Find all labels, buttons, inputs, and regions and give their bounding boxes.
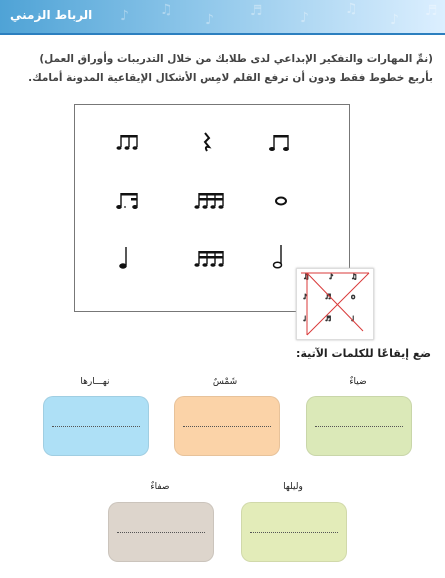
dotted-line	[183, 426, 271, 427]
word-label: صفاءٌ	[150, 482, 170, 492]
dotted-line	[117, 532, 205, 533]
four-sixteenths-icon	[194, 193, 223, 209]
svg-text:♩: ♩	[303, 315, 307, 323]
dotted-eighth-sixteenth-icon	[116, 193, 138, 209]
svg-text:♬: ♬	[325, 293, 332, 301]
header-banner	[0, 0, 445, 33]
svg-text:♫: ♫	[160, 2, 173, 18]
two-beamed-eighths-icon	[269, 135, 289, 151]
svg-text:♩: ♩	[351, 315, 355, 323]
exercise-title: ضع إيقاعًا للكلمات الآتية:	[296, 347, 431, 360]
dotted-line	[315, 426, 403, 427]
svg-text:♬: ♬	[250, 3, 263, 19]
svg-text:♪: ♪	[329, 273, 334, 281]
svg-text:♬: ♬	[325, 315, 332, 323]
instruction-line-2: بأربع خطوط فقط ودون أن ترفع القلم لامِس الأشكال الإيقاعية المدونة أمامك.	[28, 72, 433, 84]
four-sixteenths-double-beam-icon	[194, 251, 223, 267]
svg-text:♪: ♪	[303, 293, 308, 301]
answer-box[interactable]	[108, 502, 214, 562]
svg-text:♬: ♬	[425, 3, 438, 19]
word-label: وليلها	[283, 482, 303, 492]
word-label: شَمْسٌ	[212, 377, 238, 387]
svg-text:♪: ♪	[390, 12, 399, 28]
word-label: نهـــارها	[80, 377, 110, 387]
whole-note-icon	[276, 198, 286, 205]
svg-text:♪: ♪	[205, 12, 214, 28]
svg-text:♪: ♪	[300, 10, 309, 26]
word-label: ضياءٌ	[349, 377, 367, 387]
answer-box[interactable]	[241, 502, 347, 562]
instruction-line-1: (نمِّ المهارات والتفكير الإبداعي لدى طلابك من خلال التدريبات وأوراق العمل)	[39, 53, 433, 65]
dotted-line	[250, 532, 338, 533]
quarter-rest-icon	[205, 133, 209, 151]
quarter-note-icon	[119, 247, 127, 269]
page-title: الرباط الزمني	[10, 8, 93, 22]
answer-box[interactable]	[174, 396, 280, 456]
svg-text:♫: ♫	[303, 273, 310, 281]
svg-text:♫: ♫	[345, 1, 358, 17]
svg-text:o: o	[351, 293, 356, 301]
svg-text:♪: ♪	[120, 8, 129, 24]
answer-box[interactable]	[43, 396, 149, 456]
three-beamed-notes-icon	[117, 135, 138, 150]
svg-text:♫: ♫	[351, 273, 358, 281]
header-underline	[0, 33, 445, 35]
solution-thumbnail	[296, 268, 374, 340]
answer-box[interactable]	[306, 396, 412, 456]
dotted-line	[52, 426, 140, 427]
half-note-icon	[274, 245, 282, 268]
